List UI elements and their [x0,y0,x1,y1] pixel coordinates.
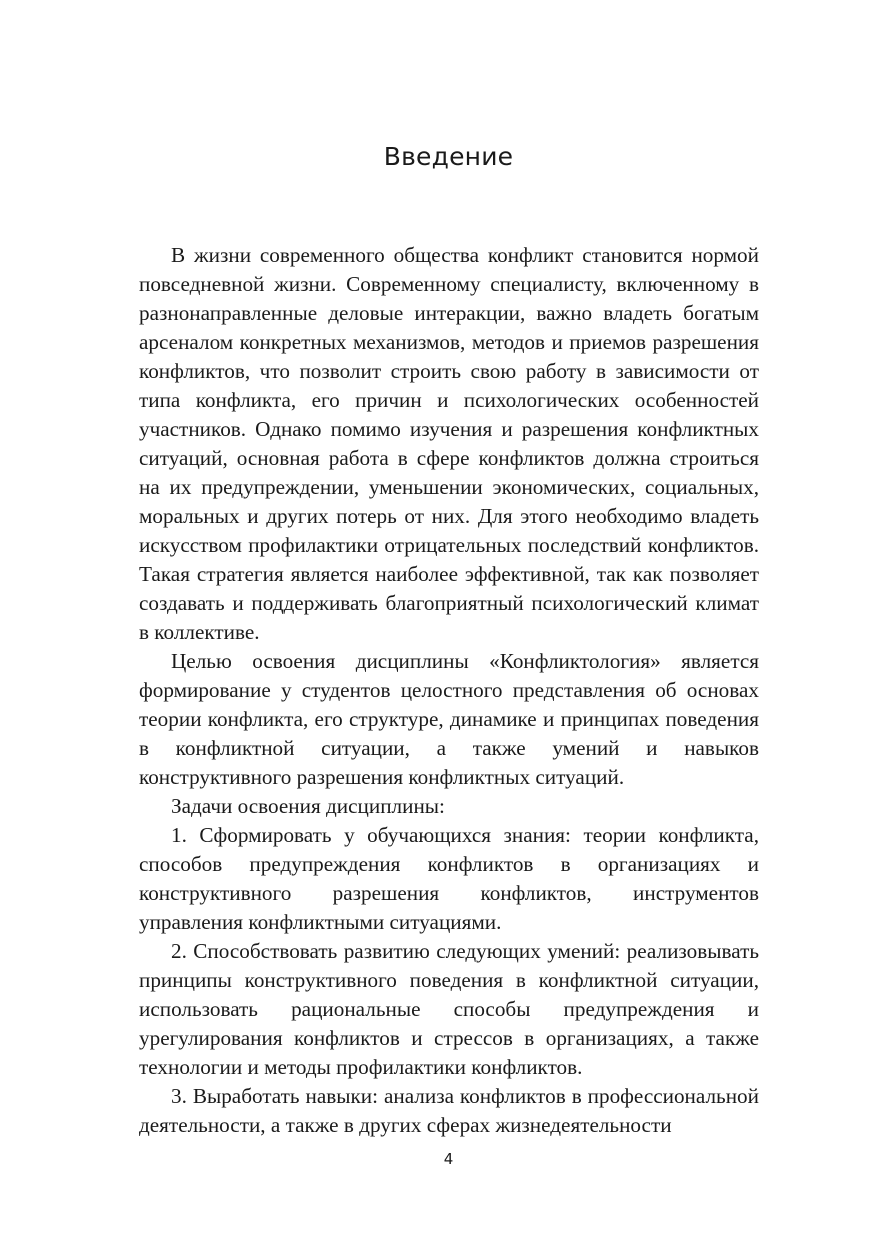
page-title: Введение [383,142,514,171]
paragraph-intro: В жизни современного общества конфликт становится нормой повседневной жизни. Современному специалисту, включенному в разнонаправленные деловые интеракции, важно владеть богатым арсеналом конкретных механизмов, методов и приемов разрешения конфликтов, что позволит строить свою работу в зависимости от типа конфликта, его причин и психологических особенностей участников. Однако помимо изучения и разрешения конфликтных ситуаций, основная работа в сфере конфликтов должна строиться на их предупреждении, уменьшении экономических, социальных, моральных и других потерь от них. Для этого необходимо владеть искусством профилактики отрицательных последствий конфликтов. Такая стратегия является наиболее эффективной, так как позволяет создавать и поддерживать благоприятный психологический климат в коллективе. [139,243,759,644]
paragraph-tasks-heading: Задачи освоения дисциплины: [171,794,445,818]
body-text [139,241,759,1140]
paragraph-task-2: 2. Способствовать развитию следующих умений: реализовывать принципы конструктивного поведения в конфликтной ситуации, использовать рациональные способы предупреждения и урегулирования конфликтов и стрессов в организациях, а также технологии и методы профилактики конфликтов. [139,939,759,1079]
paragraph-task-3: 3. Выработать навыки: анализа конфликтов в профессиональной деятельности, а также в других сферах жизнедеятельности [139,1084,759,1137]
paragraph-goal: Целью освоения дисциплины «Конфликтология» является формирование у студентов целостного представления об основах теории конфликта, его структуре, динамике и принципах поведения в конфликтной ситуации, а также умений и навыков конструктивного разрешения конфликтных ситуаций. [139,649,759,789]
page-number: 4 [443,1150,454,1168]
paragraph-task-1: 1. Сформировать у обучающихся знания: теории конфликта, способов предупреждения конфликтов в организациях и конструктивного разрешения конфликтов, инструментов управления конфликтными ситуациями. [139,823,759,934]
